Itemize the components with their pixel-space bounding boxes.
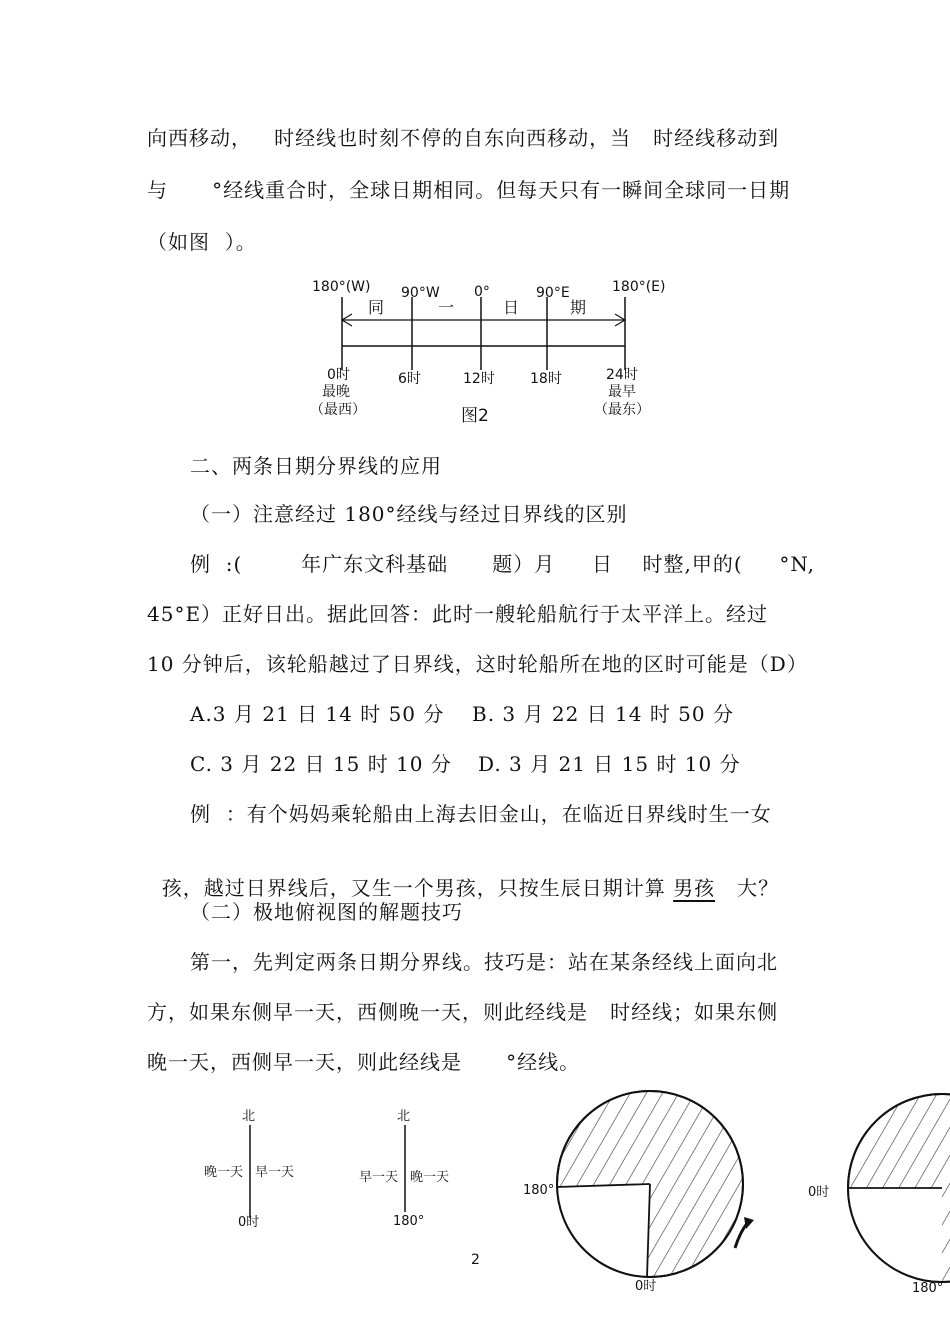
time-label: 12时 — [463, 371, 495, 387]
time-label: （最西） — [310, 402, 366, 418]
text-segment: 大？ — [715, 876, 780, 900]
text-line: 第一，先判定两条日期分界线。技巧是：站在某条经线上面向北 — [190, 950, 778, 974]
option-c: C. 3 月 22 日 15 时 10 分 — [190, 752, 452, 776]
banner-char: 日 — [503, 298, 520, 317]
text-line: 与 °经线重合时，全球日期相同。但每天只有一瞬间全球同一日期 — [147, 178, 791, 202]
polar-view-circle-1 — [557, 1091, 743, 1277]
section-heading: 二、两条日期分界线的应用 — [190, 454, 442, 478]
text-line: 晚一天，西侧早一天，则此经线是 °经线。 — [147, 1050, 581, 1074]
north-label: 北 — [242, 1109, 256, 1124]
polar-label: 0时 — [635, 1279, 657, 1294]
north-label: 北 — [397, 1109, 411, 1124]
text-line: 45°E）正好日出。据此回答：此时一艘轮船航行于太平洋上。经过 — [147, 602, 769, 626]
text-segment: 孩，越过日界线后，又生一个男孩，只按生辰日期计算 — [161, 876, 674, 900]
polar-label: 180° — [912, 1281, 944, 1296]
subsection-heading: （二）极地俯视图的解题技巧 — [190, 900, 463, 924]
meridian-label: 180°(W) — [312, 279, 371, 295]
polar-label: 180° — [523, 1183, 555, 1198]
meridian-label: 0时 — [238, 1215, 260, 1230]
meridian-label: 90°W — [401, 285, 440, 301]
polar-view-circle-2 — [848, 1094, 950, 1282]
side-label: 晚一天 — [204, 1165, 244, 1180]
meridian-label: 180° — [393, 1214, 425, 1229]
banner-char: 同 — [368, 298, 385, 317]
option-d: D. 3 月 21 日 15 时 10 分 — [478, 752, 741, 776]
banner-char: 一 — [438, 298, 455, 317]
text-line: 例 :( 年广东文科基础 题）月 日 时整,甲的( °N, — [190, 552, 816, 576]
side-label: 早一天 — [359, 1170, 399, 1185]
option-b: B. 3 月 22 日 14 时 50 分 — [472, 702, 734, 726]
text-line: 向西移动， 时经线也时刻不停的自东向西移动，当 时经线移动到 — [147, 126, 780, 150]
side-label: 晚一天 — [410, 1170, 450, 1185]
text-line: 例 ：有个妈妈乘轮船由上海去旧金山，在临近日界线时生一女 — [190, 802, 772, 826]
banner-char: 期 — [570, 298, 587, 317]
page-number: 2 — [471, 1252, 480, 1268]
meridian-label: 90°E — [536, 285, 570, 301]
time-label: 最早 — [608, 384, 636, 400]
side-label: 早一天 — [255, 1165, 295, 1180]
time-label: 最晚 — [322, 384, 350, 400]
time-label: 6时 — [398, 371, 421, 387]
answer-underlined: 男孩 — [673, 876, 716, 900]
figure-caption: 图2 — [461, 406, 489, 426]
text-line: 方，如果东侧早一天，西侧晚一天，则此经线是 时经线；如果东侧 — [147, 1000, 779, 1024]
text-line: 10 分钟后，该轮船越过了日界线，这时轮船所在地的区时可能是（D） — [147, 652, 808, 676]
polar-label: 0时 — [808, 1185, 830, 1200]
text-line: （如图 ）。 — [147, 230, 257, 254]
subsection-heading: （一）注意经过 180°经线与经过日界线的区别 — [190, 502, 628, 526]
time-label: （最东） — [594, 402, 650, 418]
time-label: 24时 — [606, 367, 638, 383]
meridian-label: 0° — [474, 284, 490, 300]
option-a: A.3 月 21 日 14 时 50 分 — [190, 702, 445, 726]
meridian-label: 180°(E) — [612, 279, 666, 295]
time-label: 18时 — [530, 371, 562, 387]
time-label: 0时 — [327, 367, 350, 383]
